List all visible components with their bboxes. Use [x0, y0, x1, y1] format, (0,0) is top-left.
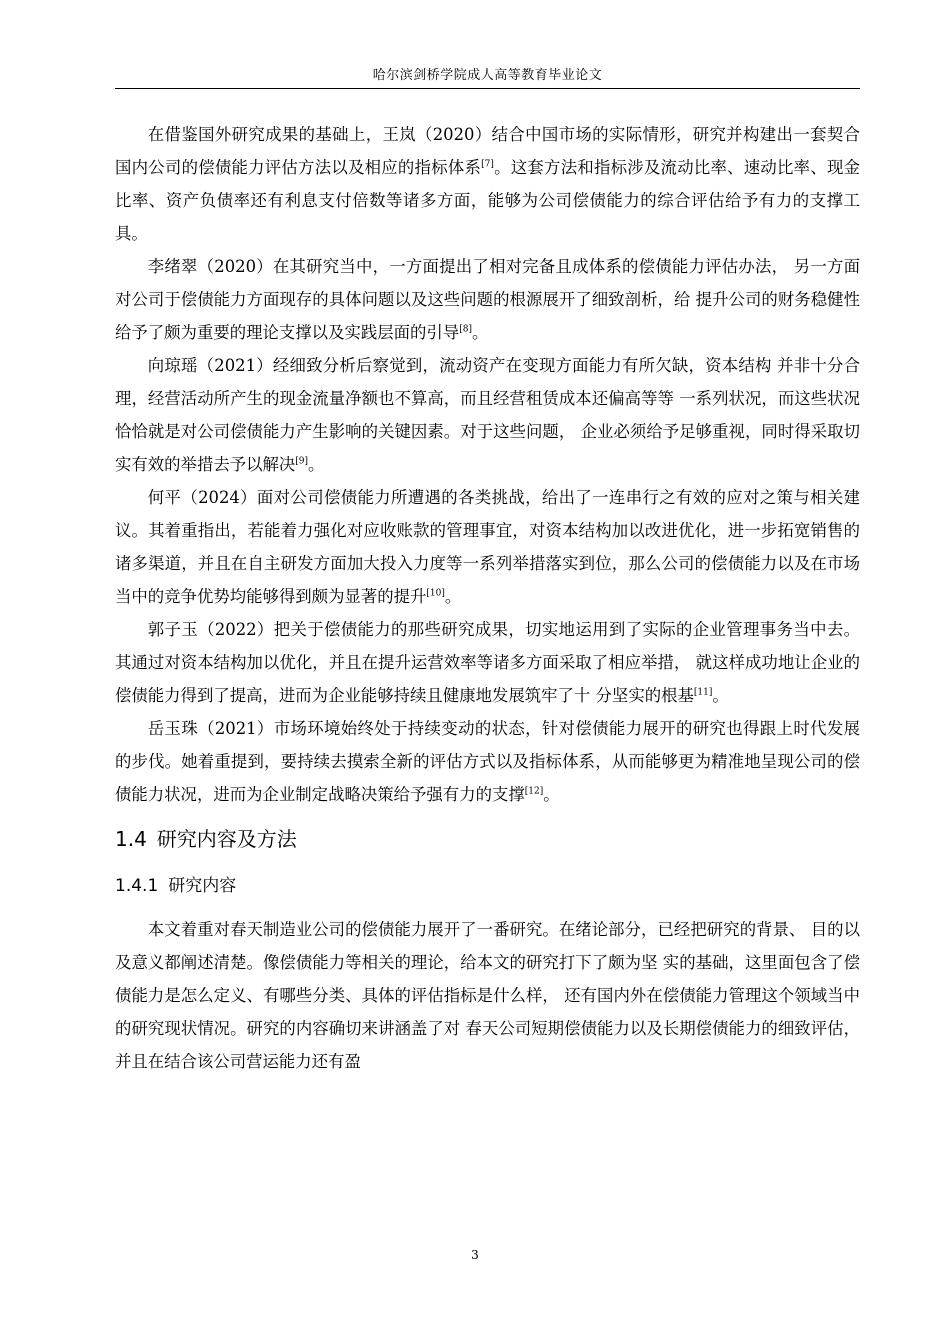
section-number: 1.4 [115, 827, 147, 851]
paragraph: 郭子玉（2022）把关于偿债能力的那些研究成果，切实地运用到了实际的企业管理事务当中去。其通过对资本结构加以优化，并且在提升运营效率等诸多方面采取了相应举措， 就这样成功地让企业的偿债能力得到了提高，进而为企业能够持续且健康地发展筑牢了十 分坚实的根基[11]。 [115, 620, 860, 705]
citation: [11] [693, 687, 713, 698]
subsection-number: 1.4.1 [115, 876, 159, 896]
citation: [10] [426, 588, 445, 599]
citation: [8] [459, 324, 472, 335]
page-number: 3 [471, 1248, 479, 1262]
subsection-heading [115, 859, 860, 913]
paragraph: 向琼瑶（2021）经细致分析后察觉到，流动资产在变现方面能力有所欠缺，资本结构 并非十分合理，经营活动所产生的现金流量净额也不算高，而且经营租赁成本还偏高等等 一系列状况，而这些状况恰恰就是对公司偿债能力产生影响的关键因素。对于这些问题， 企业必须给予足够重视，同时得采取切实有效的举措去予以解决[9]。 [115, 356, 860, 474]
paragraph: 李绪翠（2020）在其研究当中，一方面提出了相对完备且成体系的偿债能力评估办法， 另一方面对公司于偿债能力方面现存的具体问题以及这些问题的根源展开了细致剖析，给 提升公司的财务稳健性给予了颇为重要的理论支撑以及实践层面的引导[8]。 [115, 257, 860, 342]
page-body [115, 118, 860, 1078]
paragraph: 本文着重对春天制造业公司的偿债能力展开了一番研究。在绪论部分，已经把研究的背景、 目的以及意义都阐述清楚。像偿债能力等相关的理论，给本文的研究打下了颇为坚 实的基础，这里面包含了偿债能力是怎么定义、有哪些分类、具体的评估指标是什么样， 还有国内外在偿债能力管理这个领域当中的研究现状情况。研究的内容确切来讲涵盖了对 春天公司短期偿债能力以及长期偿债能力的细致评估，并且在结合该公司营运能力还有盈 [115, 920, 860, 1071]
page-header: 哈尔滨剑桥学院成人高等教育毕业论文 [372, 68, 603, 83]
subsection-title: 研究内容 [168, 876, 237, 896]
citation: [9] [295, 456, 309, 467]
paragraph: 何平（2024）面对公司偿债能力所遭遇的各类挑战，给出了一连串行之有效的应对之策与相关建议。其着重指出，若能着力强化对应收账款的管理事宜，对资本结构加以改进优化，进一步拓宽销售的诸多渠道，并且在自主研发方面加大投入力度等一系列举措落实到位，那么公司的偿债能力以及在市场当中的竞争优势均能够得到颇为显著的提升[10]。 [115, 488, 860, 606]
header-divider [115, 88, 860, 89]
citation: [12] [524, 786, 544, 797]
section-heading [115, 819, 860, 859]
section-title: 研究内容及方法 [156, 827, 297, 851]
citation: [7] [481, 159, 494, 170]
paragraph: 岳玉珠（2021）市场环境始终处于持续变动的状态，针对偿债能力展开的研究也得跟上时代发展的步伐。她着重提到，要持续去摸索全新的评估方式以及指标体系，从而能够更为精准地呈现公司的偿债能力状况，进而为企业制定战略决策给予强有力的支撑[12]。 [115, 719, 860, 804]
paragraph: 在借鉴国外研究成果的基础上，王岚（2020）结合中国市场的实际情形，研究并构建出一套契合国内公司的偿债能力评估方法以及相应的指标体系[7]。这套方法和指标涉及流动比率、速动比率、现金比率、资产负债率还有利息支付倍数等诸多方面，能够为公司偿债能力的综合评估给予有力的支撑工具。 [115, 125, 860, 243]
